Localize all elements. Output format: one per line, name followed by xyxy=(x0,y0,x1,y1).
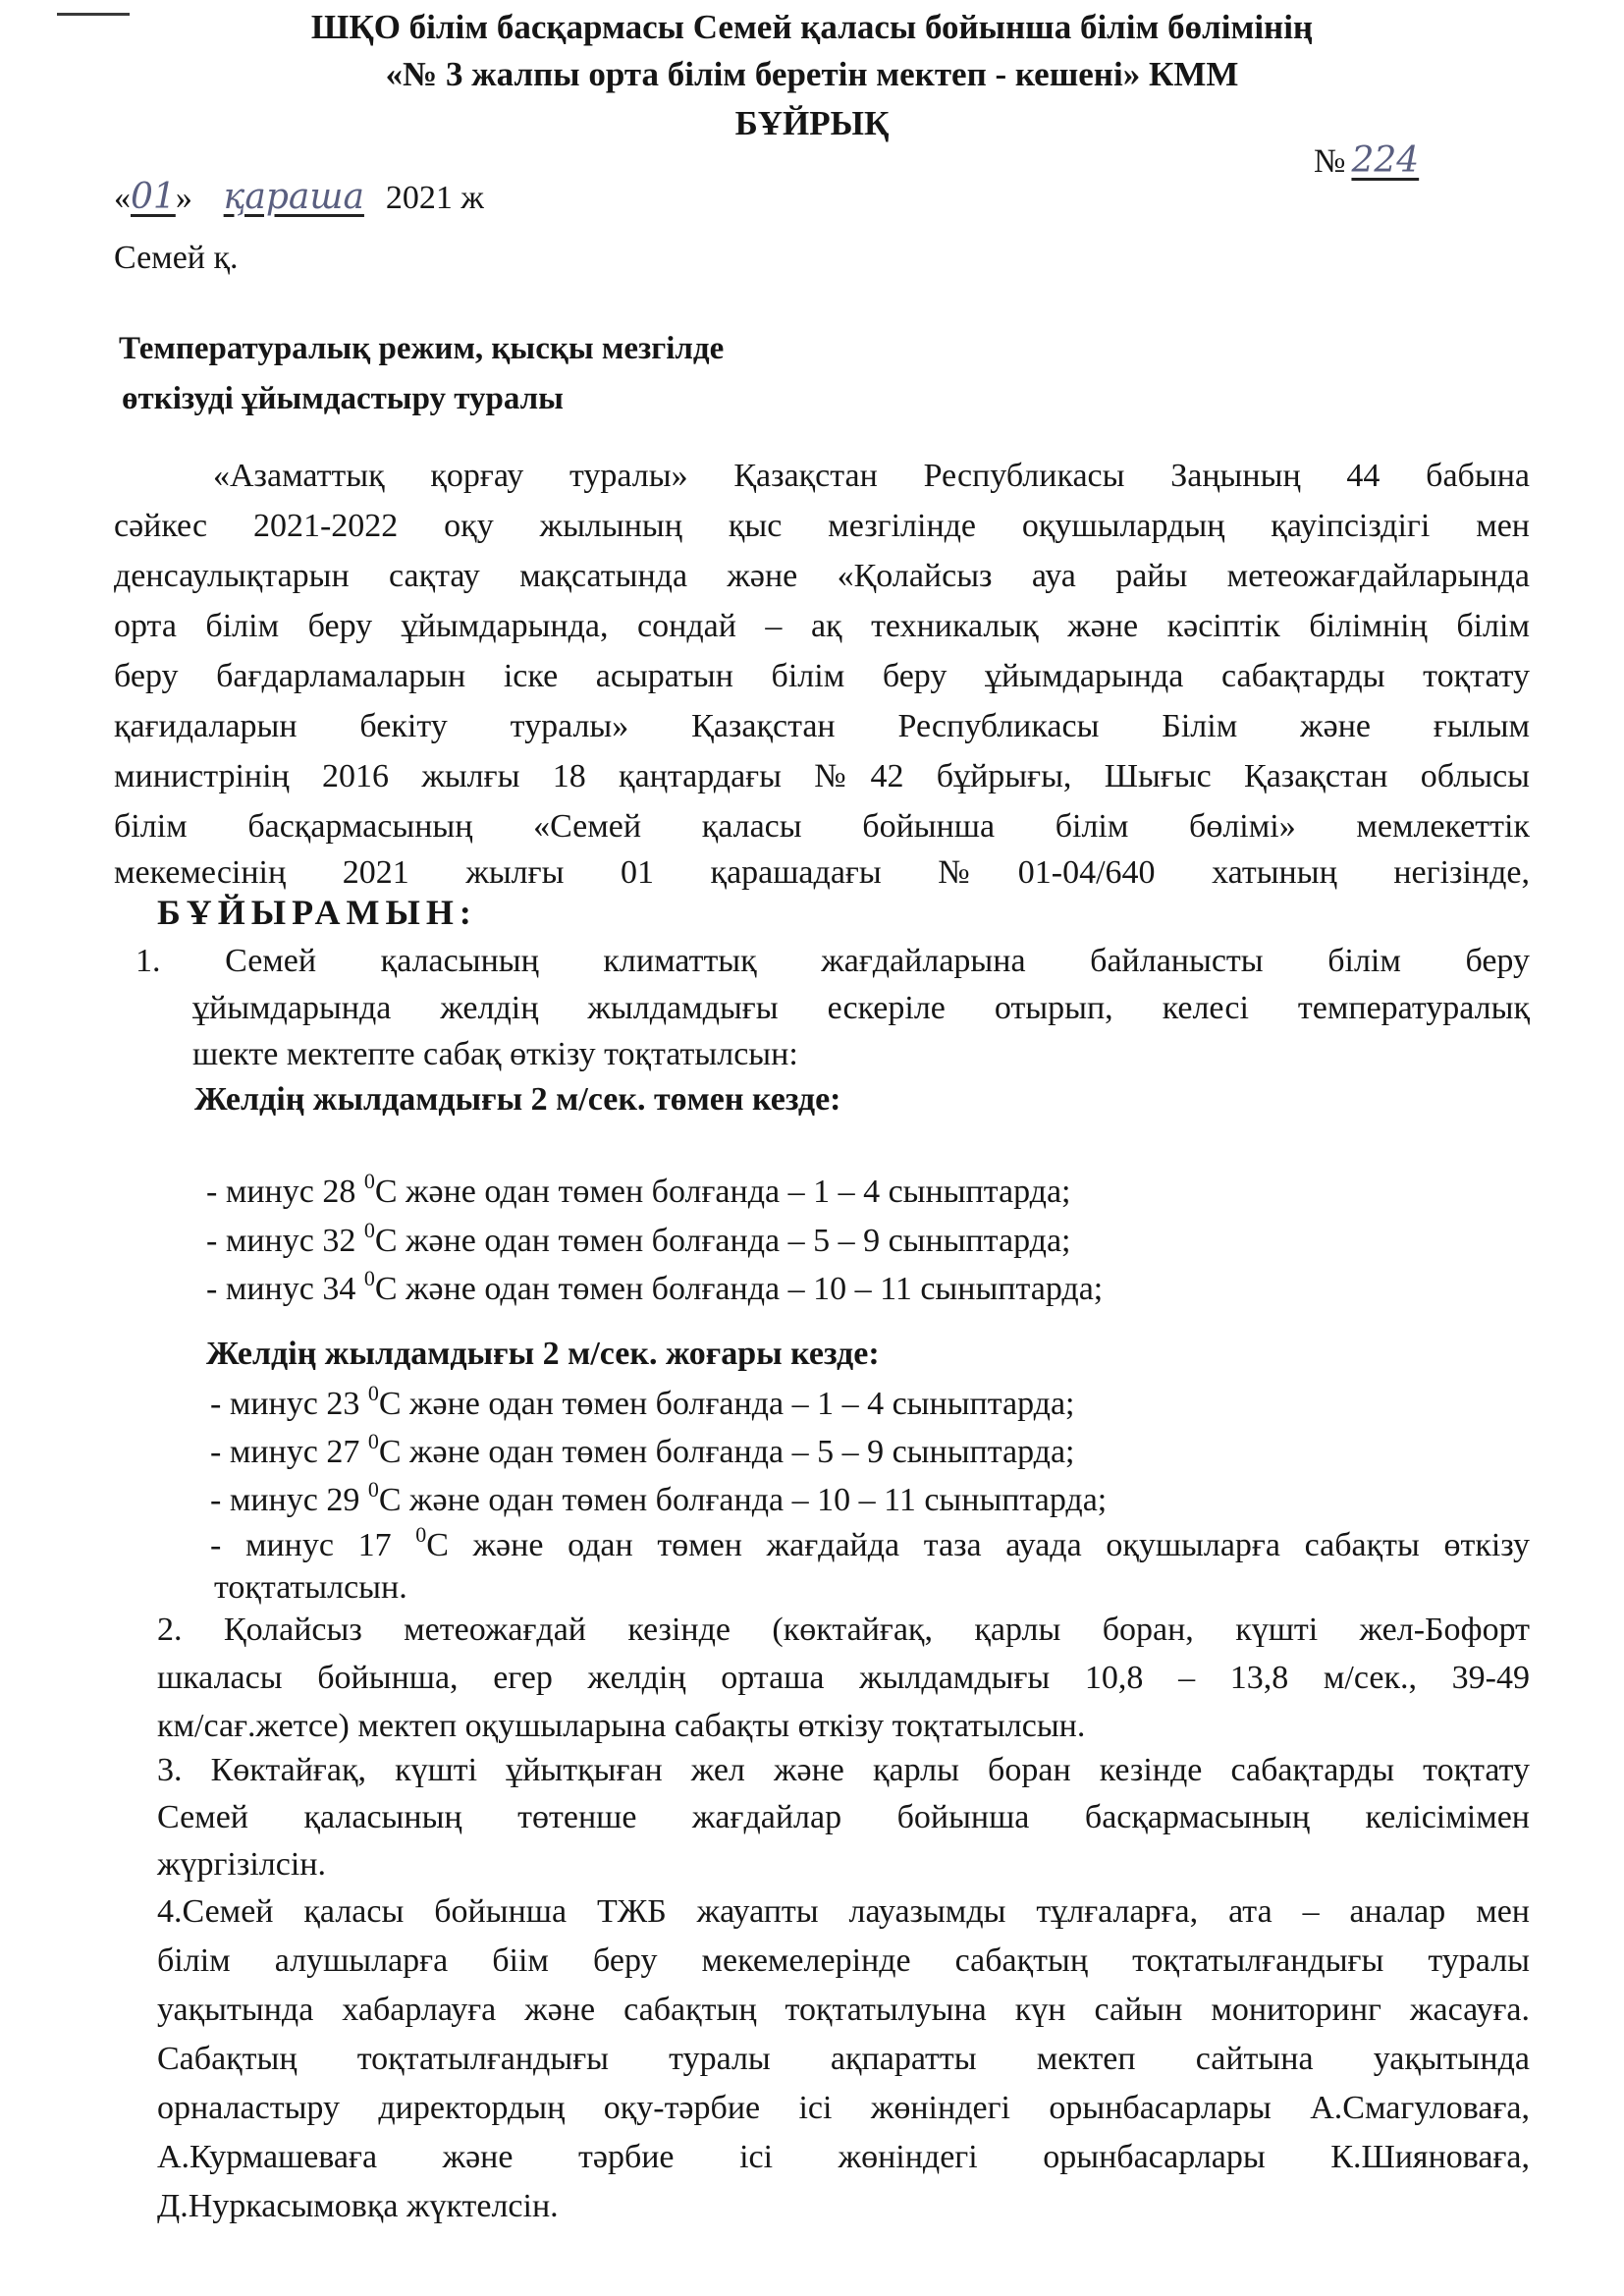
item-2-line: шкаласы бойынша, егер желдің орташа жылдамдығы 10,8 – 13,8 м/сек., 39-49 xyxy=(157,1660,1530,1696)
preamble-line: білім басқармасының «Семей қаласы бойынша білім бөлімі» мемлекеттік xyxy=(114,808,1530,845)
item-3-line: 3. Көктайғақ, күшті ұйытқыған жел және қарлы боран кезінде сабақтарды тоқтату xyxy=(157,1752,1530,1788)
preamble-line: «Азаматтық қорғау туралы» Қазақстан Республикасы Заңының 44 бабына xyxy=(213,458,1530,494)
document-type-heading: БҰЙРЫҚ xyxy=(734,104,890,142)
preamble-line: қағидаларын бекіту туралы» Қазақстан Республикасы Білім және ғылым xyxy=(114,708,1530,744)
preamble-line: беру бағдарламаларын іске асыратын білім беру ұйымдарында сабақтарды тоқтату xyxy=(114,658,1530,694)
number-prefix: № xyxy=(1314,143,1346,180)
wind-low-row: - минус 32 $^0$С және одан төмен болғанда – 5 – 9 сыныптарда; xyxy=(206,1218,1071,1259)
item-2-line: 2. Қолайсыз метеожағдай кезінде (көктайғақ, қарлы боран, күшті жел-Бофорт xyxy=(157,1612,1530,1648)
item-1-line: 1. Семей қаласының климаттық жағдайларына байланысты білім беру xyxy=(135,943,1530,979)
item-4-line: Сабақтың тоқтатылғандығы туралы ақпаратты мектеп сайтына уақытында xyxy=(157,2041,1530,2077)
order-word: БҰЙЫРАМЫН: xyxy=(157,893,477,932)
wind-low-row: - минус 28 $^0$С және одан төмен болғанда – 1 – 4 сыныптарда; xyxy=(206,1169,1071,1210)
item-1-line: ұйымдарында желдің жылдамдығы ескеріле отырып, келесі температуралық xyxy=(192,990,1530,1026)
item-4-line: А.Курмашеваға және тәрбие ісі жөніндегі орынбасарлары К.Шияноваға, xyxy=(157,2139,1530,2175)
date-open-quote: « xyxy=(114,180,131,216)
date-day-handwritten: 01 xyxy=(131,177,176,217)
city-label: Семей қ. xyxy=(114,240,239,276)
preamble-line: сәйкес 2021-2022 оқу жылының қыс мезгілінде оқушылардың қауіпсіздігі мен xyxy=(114,508,1530,544)
date-year: 2021 ж xyxy=(385,180,484,216)
item-4-line: Д.Нуркасымовқа жүктелсін. xyxy=(157,2188,559,2224)
wind-high-row: - минус 23 $^0$С және одан төмен болғанда – 1 – 4 сыныптарда; xyxy=(210,1381,1075,1422)
item-1-line: шекте мектепте сабақ өткізу тоқтатылсын: xyxy=(192,1036,798,1072)
item-4-line: білім алушыларға біім беру мекемелерінде сабақтың тоқтатылғандығы туралы xyxy=(157,1942,1530,1979)
item-3-line: жүргізілсін. xyxy=(157,1846,326,1883)
order-title-line-1: Температуралық режим, қысқы мезгілде xyxy=(119,331,725,366)
wind-low-row: - минус 34 $^0$С және одан төмен болғанда – 10 – 11 сыныптарда; xyxy=(206,1266,1104,1307)
wind-high-heading: Желдің жылдамдығы 2 м/сек. жоғары кезде: xyxy=(206,1336,880,1372)
institution-line-1: ШҚО білім басқармасы Семей қаласы бойынша білім бөлімінің xyxy=(310,8,1314,46)
wind-high-row: - минус 29 $^0$С және одан төмен болғанда – 10 – 11 сыныптарда; xyxy=(210,1477,1108,1518)
institution-line-2: «№ 3 жалпы орта білім беретін мектеп - кешені» КММ xyxy=(385,55,1239,93)
wind-high-row: - минус 27 $^0$С және одан төмен болғанда – 5 – 9 сыныптарда; xyxy=(210,1429,1075,1470)
date-close-quote: » xyxy=(175,180,192,216)
item-4-line: 4.Семей қаласы бойынша ТЖБ жауапты лауазымды тұлғаларға, ата – аналар мен xyxy=(157,1893,1530,1930)
preamble-line: денсаулықтарын сақтау мақсатында және «Қолайсыз ауа райы метеожағдайларында xyxy=(114,558,1530,594)
item-3-line: Семей қаласының төтенше жағдайлар бойынша басқармасының келісімімен xyxy=(157,1799,1530,1835)
order-number-handwritten: 224 xyxy=(1351,140,1420,181)
order-title-line-2: өткізуді ұйымдастыру туралы xyxy=(122,381,564,416)
wind-low-heading: Желдің жылдамдығы 2 м/сек. төмен кезде: xyxy=(194,1081,841,1118)
date-month-handwritten: қараша xyxy=(223,177,364,217)
item-4-line: орналастыру директордың оқу-тәрбие ісі жөніндегі орынбасарлары А.Смагуловаға, xyxy=(157,2090,1530,2126)
outdoor-limit-row: - минус 17 $^0$С және одан төмен жағдайда таза ауада оқушыларға сабақты өткізу xyxy=(210,1522,1530,1563)
item-2-line: км/сағ.жетсе) мектеп оқушыларына сабақты өткізу тоқтатылсын. xyxy=(157,1708,1086,1744)
preamble-line: орта білім беру ұйымдарында, сондай – ақ техникалық және кәсіптік білімнің білім xyxy=(114,608,1530,644)
preamble-line: мекемесінің 2021 жылғы 01 қарашадағы №01-04/640 хатының негізінде, xyxy=(114,854,1530,891)
order-number xyxy=(1314,140,1420,181)
outdoor-limit-end: тоқтатылсын. xyxy=(214,1569,407,1606)
item-4-line: уақытында хабарлауға және сабақтың тоқтатылуына күн сайын мониторинг жасауға. xyxy=(157,1992,1530,2028)
preamble-line: министрінің 2016 жылғы 18 қаңтардағы №42 бұйрығы, Шығыс Қазақстан облысы xyxy=(114,758,1530,794)
order-date xyxy=(114,177,484,217)
